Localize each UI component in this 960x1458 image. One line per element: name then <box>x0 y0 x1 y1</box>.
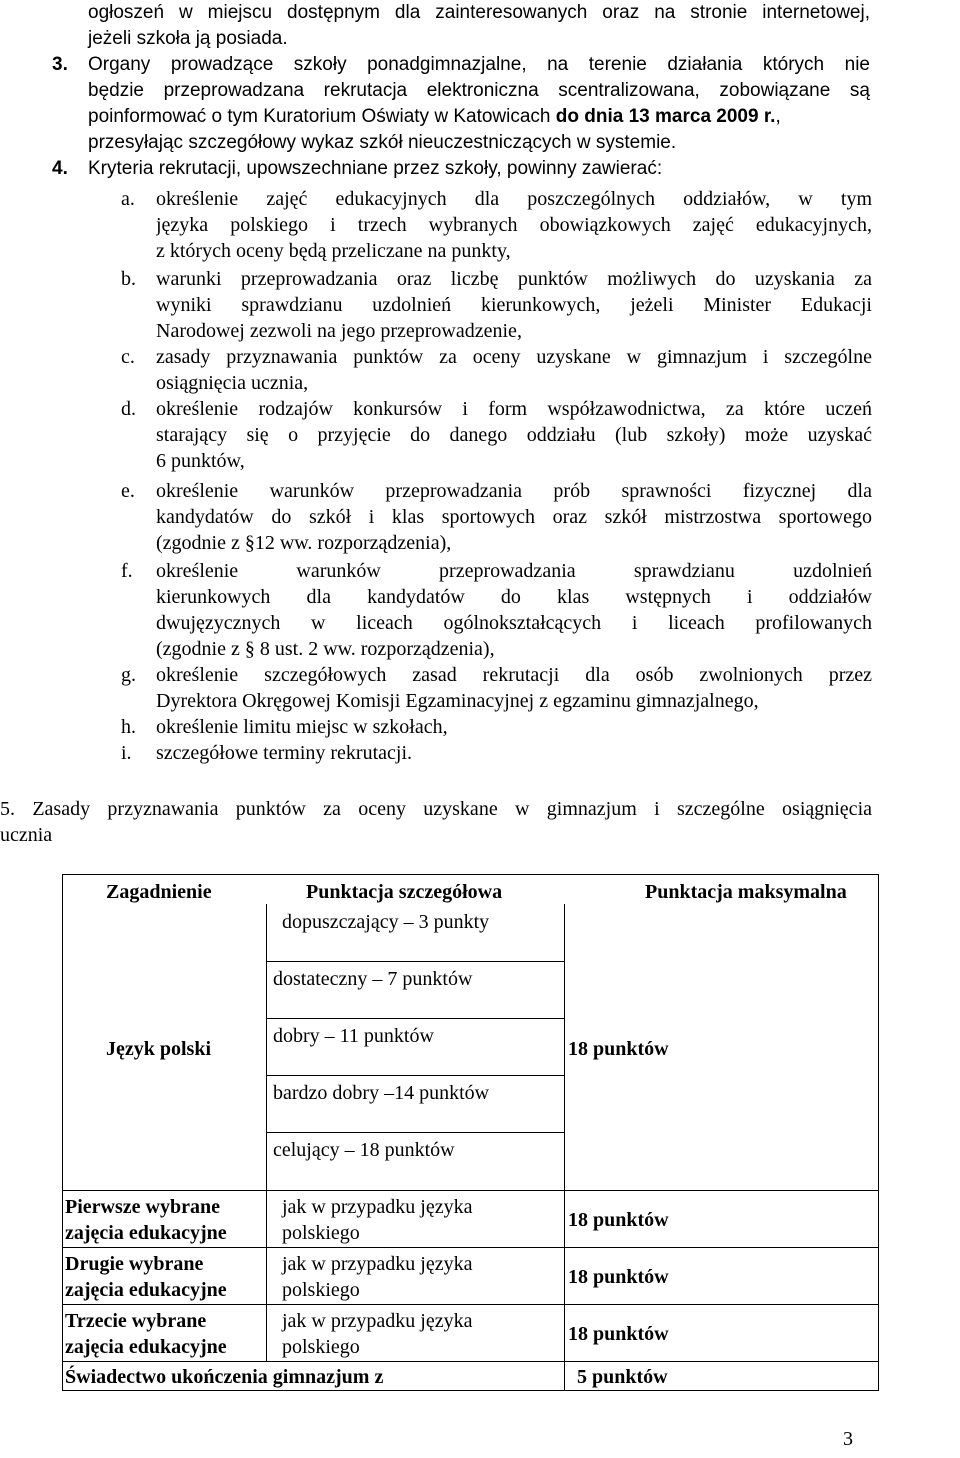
criteria-item-line: (zgodnie z § 8 ust. 2 ww. rozporządzenia), <box>156 638 495 660</box>
point-3-line-3-text: poinformować o tym Kuratorium Oświaty w Katowicach <box>88 106 556 127</box>
row-3-detail-line-2: polskiego <box>282 1336 360 1358</box>
row-1-label-line-2: zajęcia edukacyjne <box>65 1222 227 1244</box>
criteria-item-line: (zgodnie z §12 ww. rozporządzenia), <box>156 532 452 554</box>
row-2-detail-line-1: jak w przypadku języka <box>282 1253 473 1275</box>
point-3-line-4: przesyłając szczegółowy wykaz szkół nieuczestniczących w systemie. <box>88 132 677 153</box>
grade-entry: dobry – 11 punktów <box>273 1025 434 1047</box>
polish-label: Język polski <box>106 1038 212 1060</box>
page-number: 3 <box>843 1428 853 1450</box>
criteria-item-letter: d. <box>121 398 136 420</box>
row-1-detail-line-1: jak w przypadku języka <box>282 1196 473 1218</box>
table-rule <box>266 1075 564 1076</box>
table-rule <box>266 904 267 1190</box>
point-4-number: 4. <box>52 158 68 179</box>
polish-max: 18 punktów <box>568 1038 669 1060</box>
point-5-line-2: ucznia <box>0 824 53 846</box>
criteria-item-letter: a. <box>121 188 135 210</box>
point-5-line-1: 5. Zasady przyznawania punktów za oceny uzyskane w gimnazjum i szczególne osiągnięcia <box>0 798 872 820</box>
row-3-detail-line-1: jak w przypadku języka <box>282 1310 473 1332</box>
grade-entry: dostateczny – 7 punktów <box>273 968 473 990</box>
criteria-item-line: określenie rodzajów konkursów i form współzawodnictwa, za które uczeń <box>156 398 872 420</box>
row-1-label-line-1: Pierwsze wybrane <box>65 1196 220 1218</box>
row-1-detail-line-2: polskiego <box>282 1222 360 1244</box>
criteria-item-line: starający się o przyjęcie do danego oddziału (lub szkoły) może uzyskać <box>156 424 872 446</box>
criteria-item-line: określenie limitu miejsc w szkołach, <box>156 716 448 738</box>
criteria-item-line: Dyrektora Okręgowej Komisji Egzaminacyjnej z egzaminu gimnazjalnego, <box>156 690 759 712</box>
certificate-max: 5 punktów <box>577 1366 668 1388</box>
row-2-label-line-1: Drugie wybrane <box>65 1253 204 1275</box>
criteria-item-line: wyniki sprawdzianu uzdolnień kierunkowych, jeżeli Minister Edukacji <box>156 294 872 316</box>
criteria-item-line: określenie warunków przeprowadzania sprawdzianu uzdolnień <box>156 560 872 582</box>
header-detailed-score: Punktacja szczegółowa <box>306 881 503 903</box>
row-3-max: 18 punktów <box>568 1323 669 1345</box>
criteria-item-line: kandydatów do szkół i klas sportowych oraz szkół mistrzostwa sportowego <box>156 506 872 528</box>
row-2-detail-line-2: polskiego <box>282 1279 360 1301</box>
table-rule <box>62 1361 879 1362</box>
point-3-line-3-comma: , <box>775 106 781 127</box>
intro-line-2: jeżeli szkoła ją posiada. <box>88 28 288 49</box>
table-rule <box>266 961 564 962</box>
criteria-item-line: szczegółowe terminy rekrutacji. <box>156 742 412 764</box>
criteria-item-line: określenie warunków przeprowadzania prób sprawności fizycznej dla <box>156 480 872 502</box>
criteria-item-letter: b. <box>121 268 136 290</box>
grade-entry: dopuszczający – 3 punkty <box>282 911 490 933</box>
criteria-item-line: kierunkowych dla kandydatów do klas wstępnych i oddziałów <box>156 586 872 608</box>
certificate-label: Świadectwo ukończenia gimnazjum z <box>65 1366 384 1388</box>
table-rule <box>266 1018 564 1019</box>
header-topic: Zagadnienie <box>106 881 212 903</box>
criteria-item-letter: h. <box>121 716 136 738</box>
criteria-item-letter: i. <box>121 742 132 764</box>
row-3-label-line-1: Trzecie wybrane <box>65 1310 207 1332</box>
table-rule <box>62 1247 879 1248</box>
grade-entry: celujący – 18 punktów <box>273 1139 455 1161</box>
table-rule <box>62 1304 879 1305</box>
criteria-item-line: 6 punktów, <box>156 450 245 472</box>
row-2-label-line-2: zajęcia edukacyjne <box>65 1279 227 1301</box>
criteria-item-line: określenie szczegółowych zasad rekrutacji dla osób zwolnionych przez <box>156 664 872 686</box>
criteria-item-line: dwujęzycznych w liceach ogólnokształcących i liceach profilowanych <box>156 612 872 634</box>
row-1-max: 18 punktów <box>568 1209 669 1231</box>
criteria-item-line: zasady przyznawania punktów za oceny uzyskane w gimnazjum i szczególne <box>156 346 872 368</box>
deadline-date: do dnia 13 marca 2009 r. <box>555 106 776 127</box>
point-3-line-2: będzie przeprowadzana rekrutacja elektroniczna scentralizowana, zobowiązane są <box>88 80 870 101</box>
criteria-item-letter: f. <box>121 560 133 582</box>
criteria-item-line: z których oceny będą przeliczane na punkty, <box>156 240 511 262</box>
table-rule <box>266 1190 267 1361</box>
point-3-line-3 <box>88 104 781 130</box>
table-rule <box>564 904 565 1190</box>
point-3-line-1: Organy prowadzące szkoły ponadgimnazjalne, na terenie działania których nie <box>88 54 870 75</box>
criteria-item-line: osiągnięcia ucznia, <box>156 372 309 394</box>
table-rule <box>266 1132 564 1133</box>
table-rule <box>564 1190 565 1391</box>
criteria-item-letter: c. <box>121 346 135 368</box>
criteria-item-line: warunki przeprowadzania oraz liczbę punktów możliwych do uzyskania za <box>156 268 872 290</box>
criteria-item-letter: e. <box>121 480 135 502</box>
row-3-label-line-2: zajęcia edukacyjne <box>65 1336 227 1358</box>
criteria-item-line: języka polskiego i trzech wybranych obowiązkowych zajęć edukacyjnych, <box>156 214 872 236</box>
criteria-item-letter: g. <box>121 664 136 686</box>
header-max-score: Punktacja maksymalna <box>645 881 847 903</box>
point-3-number: 3. <box>52 54 68 75</box>
grade-entry: bardzo dobry –14 punktów <box>273 1082 490 1104</box>
row-2-max: 18 punktów <box>568 1266 669 1288</box>
table-rule <box>62 1190 879 1191</box>
criteria-item-line: Narodowej zezwoli na jego przeprowadzenie, <box>156 320 522 342</box>
point-4-line-1: Kryteria rekrutacji, upowszechniane przez szkoły, powinny zawierać: <box>88 158 663 179</box>
intro-line-1: ogłoszeń w miejscu dostępnym dla zainteresowanych oraz na stronie internetowej, <box>88 2 870 23</box>
criteria-item-line: określenie zajęć edukacyjnych dla poszczególnych oddziałów, w tym <box>156 188 872 210</box>
